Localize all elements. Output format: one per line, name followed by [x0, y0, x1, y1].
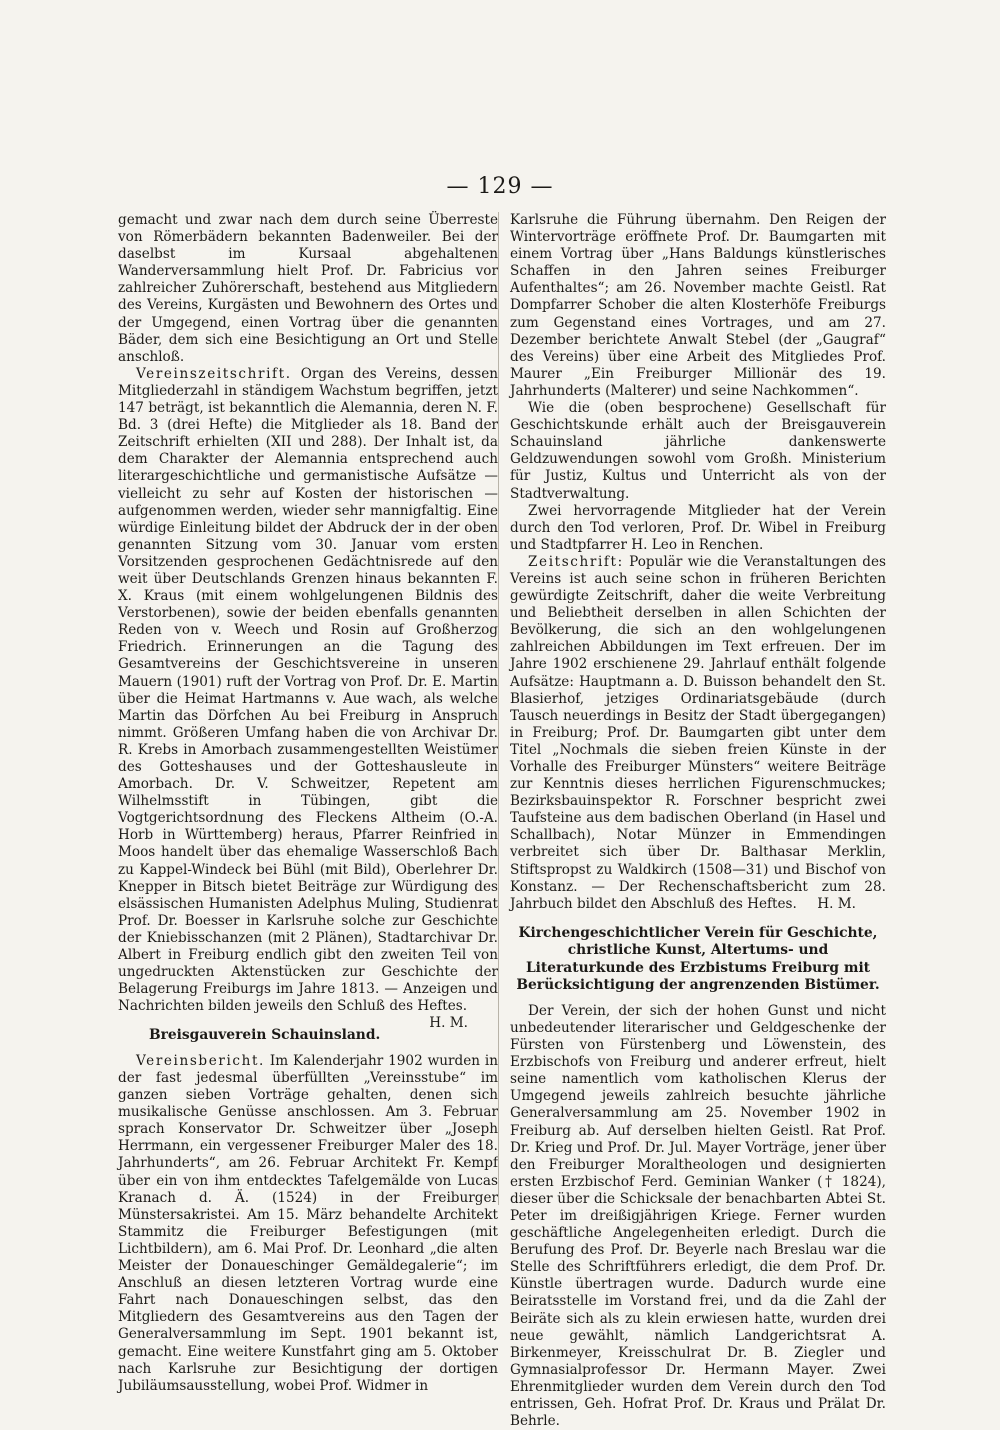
section-heading: Kirchengeschichtlicher Verein für Geschichte, christliche Kunst, Altertums- und Literaturkunde des Erzbistums Freiburg mit Berücksichtigung der angrenzenden Bistümer.: [516, 924, 880, 994]
paragraph: Der Verein, der sich der hohen Gunst und nicht unbedeutender literarischer und Geldgeschenke der Fürsten von Fürstenberg und Löwenstein, des Erzbischofs von Freiburg und anderer erfreut, hielt seine namentlich vom katholischen Klerus der Umgegend jeweils zahlreich besuchte jährliche Generalversammlung am 25. November 1902 in Freiburg ab. Auf derselben hielten Geistl. Rat Prof. Dr. Krieg und Prof. Dr. Jul. Mayer Vorträge, jener über den Freiburger Moraltheologen und designierten ersten Erzbischof Ferd. Geminian Wanker († 1824), dieser über die Schicksale der benachbarten Abtei St. Peter im dreißigjährigen Kriege. Ferner wurden geschäftliche Angelegenheiten erledigt. Durch die Berufung des Prof. Dr. Beyerle nach Breslau war die Stelle des Schriftführers erledigt, die dem Prof. Dr. Künstle übertragen wurde. Dadurch wurde eine Beiratsstelle im Vorstand frei, und da die Zahl der Beiräte sich als zu klein erwiesen hatte, wurden drei neue gewählt, nämlich Landgerichtsrat A. Birkenmeyer, Kreisschulrat Dr. B. Ziegler und Gymnasialprofessor Dr. Hermann Mayer. Zwei Ehrenmitglieder wurden dem Verein durch den Tod entrissen, Geh. Hofrat Prof. Dr. Kraus und Prälat Dr. Behrle.: [510, 1002, 886, 1430]
section-heading: Breisgauverein Schauinsland.: [148, 1027, 381, 1044]
left-column: [118, 212, 498, 1395]
paragraph: [510, 554, 886, 913]
paragraph: Zwei hervorragende Mitglieder hat der Verein durch den Tod verloren, Prof. Dr. Wibel in Freiburg und Stadtpfarrer H. Leo in Renchen.: [510, 502, 886, 553]
section-label: Vereinsbericht.: [136, 1052, 265, 1069]
signature: H. M.: [817, 895, 856, 912]
paragraph-text: Im Kalenderjahr 1902 wurden in der fast jedesmal überfüllten „Vereinsstube“ im ganzen sieben Vorträge gehalten, denen sich musikalische Genüsse anschlossen. Am 3. Februar sprach Konservator Dr. Schweitzer über „Joseph Herrmann, ein vergessener Freiburger Maler des 18. Jahrhunderts“, am 26. Februar Architekt Fr. Kempf über ein von ihm entdecktes Tafelgemälde von Lucas Kranach d. Ä. (1524) in der Freiburger Münstersakristei. Am 15. März behandelte Architekt Stammitz die Freiburger Befestigungen (mit Lichtbildern), am 6. Mai Prof. Dr. Leonhard „die alten Meister der Donaueschinger Gemäldegalerie“; im Anschluß an diesen letzteren Vortrag wurde eine Fahrt nach Donaueschingen selbst, das den Mitgliedern des Gesamtvereins aus den Tagen der Generalversammlung im Sept. 1901 bekannt ist, gemacht. Eine weitere Kunstfahrt ging am 5. Oktober nach Karlsruhe zur Besichtigung der dortigen Jubiläumsausstellung, wobei Prof. Widmer in: [118, 1052, 498, 1394]
paragraph-text: Organ des Vereins, dessen Mitgliederzahl in ständigem Wachstum begriffen, jetzt 147 beträgt, ist bekanntlich die Alemannia, deren N. F. Bd. 3 (drei Hefte) die Mitglieder als 18. Band der Zeitschrift erhielten (XII und 288). Der Inhalt ist, da dem Charakter der Alemannia entsprechend auch literargeschichtliche und germanistische Aufsätze — vielleicht zu sehr auf Kosten der historischen — aufgenommen werden, wieder sehr mannigfaltig. Eine würdige Einleitung bildet der Abdruck der in der oben genannten Sitzung vom 30. Januar vom ersten Vorsitzenden gesprochenen Gedächtnisrede auf den weit über Deutschlands Grenzen hinaus bekannten F. X. Kraus (mit einem wohlgelungenen Bildnis des Verstorbenen), sowie der beiden ebenfalls genannten Reden von v. Weech und Rosin auf Großherzog Friedrich. Erinnerungen an die Tagung des Gesamtvereins der Geschichtsvereine in unseren Mauern (1901) ruft der Vortrag von Prof. Dr. E. Martin über die Heimat Hartmanns v. Aue wach, als welche Martin das Dörfchen Au bei Freiburg in Anspruch nimmt. Größeren Umfang haben die von Archivar Dr. R. Krebs in Amorbach zusammengestellten Weistümer des Gotteshauses und der Gotteshausleute in Amorbach. Dr. V. Schweitzer, Repetent am Wilhelmsstift in Tübingen, gibt die Vogtgerichtsordnung des Fleckens Altheim (O.-A. Horb in Württemberg) heraus, Pfarrer Reinfried in Moos handelt über das ehemalige Wasserschloß Bach zu Kappel-Windeck bei Bühl (mit Bild), Oberlehrer Dr. Knepper in Bitsch bietet Beiträge zur Würdigung des elsässischen Humanisten Adelphus Muling, Studienrat Prof. Dr. Boesser in Karlsruhe solche zur Geschichte der Kniebisschanzen (mit 2 Plänen), Stadtarchivar Dr. Albert in Freiburg endlich gibt den zweiten Teil von ungedruckten Aktenstücken zur Geschichte der Belagerung Freiburgs im Jahre 1813. — Anzeigen und Nachrichten bilden jeweils den Schluß des Heftes.: [118, 365, 498, 1015]
paragraph: Karlsruhe die Führung übernahm. Den Reigen der Wintervorträge eröffnete Prof. Dr. Baumgarten mit einem Vortrag über „Hans Baldungs künstlerisches Schaffen in den Jahren seines Freiburger Aufenthaltes“; am 26. November machte Geistl. Rat Dompfarrer Schober die alten Klosterhöfe Freiburgs zum Gegenstand eines Vortrages, und am 27. Dezember berichtete Anwalt Stebel (der „Gaugraf“ des Vereins) über eine Arbeit des Mitgliedes Prof. Maurer „Ein Freiburger Millionär des 19. Jahrhunderts (Malterer) und seine Nachkommen“.: [510, 212, 886, 399]
column-divider: [498, 212, 499, 1205]
section-label: Zeitschrift:: [528, 553, 624, 570]
section-label: Vereinszeitschrift.: [136, 365, 292, 382]
paragraph: Wie die (oben besprochene) Gesellschaft für Geschichtskunde erhält auch der Breisgauverein Schauinsland jährliche dankenswerte Geldzuwendungen sowohl vom Großh. Ministerium für Justiz, Kultus und Unterricht als von der Stadtverwaltung.: [510, 400, 886, 502]
paragraph-text: Populär wie die Veranstaltungen des Vereins ist auch seine schon in früheren Berichten gewürdigte Zeitschrift, daher die weite Verbreitung und Beliebtheit derselben in allen Schichten der Bevölkerung, die sich an den wohlgelungenen zahlreichen Abbildungen im Text erfreuen. Der im Jahre 1902 erschienene 29. Jahrlauf enthält folgende Aufsätze: Hauptmann a. D. Buisson behandelt den St. Blasierhof, jetziges Ordinariatsgebäude (durch Tausch neuerdings in Besitz der Stadt übergegangen) in Freiburg; Prof. Dr. Baumgarten gibt unter dem Titel „Nochmals die sieben freien Künste in der Vorhalle des Freiburger Münsters“ weitere Beiträge zur Kenntnis dieses herrlichen Figurenschmuckes; Bezirksbauinspektor R. Forschner bespricht zwei Taufsteine aus dem badischen Oberland (in Hasel und Schallbach), Notar Münzer in Emmendingen verbreitet sich über Dr. Balthasar Merklin, Stiftspropst zu Waldkirch (1508—31) und Bischof von Konstanz. — Der Rechenschaftsbericht zum 28. Jahrbuch bildet den Abschluß des Heftes.: [510, 553, 886, 912]
page-number: — 129 —: [446, 174, 554, 199]
right-column: [510, 212, 886, 1430]
signature: H. M.: [429, 1015, 468, 1032]
paragraph: [118, 1053, 498, 1395]
paragraph: gemacht und zwar nach dem durch seine Überreste von Römerbädern bekannten Badenweiler. Bei der daselbst im Kursaal abgehaltenen Wanderversammlung hielt Prof. Dr. Fabricius vor zahlreicher Zuhörerschaft, bestehend aus Mitgliedern des Vereins, Kurgästen und Bewohnern des Ortes und der Umgegend, einen Vortrag über die genannten Bäder, dem sich eine Besichtigung an Ort und Stelle anschloß.: [118, 212, 498, 365]
paragraph: [118, 365, 498, 1032]
